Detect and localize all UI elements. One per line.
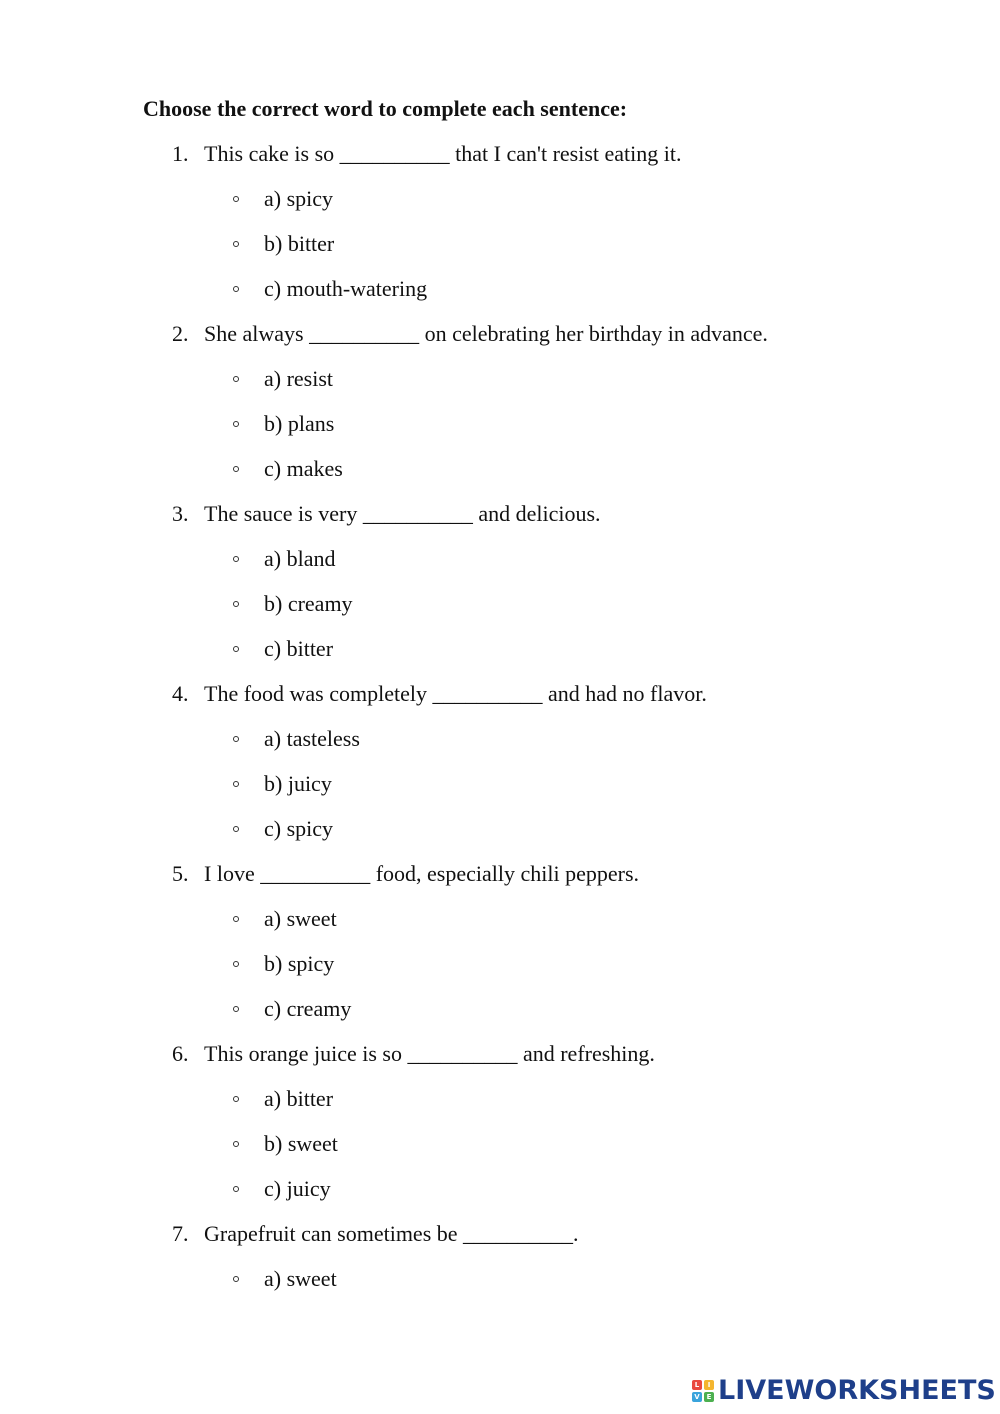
option-text: b) spicy [264,951,335,976]
circle-bullet-icon [233,781,239,787]
answer-option[interactable] [0,274,1000,319]
liveworksheets-logo-icon [692,1380,714,1402]
question-item [0,679,1000,859]
answer-option[interactable] [0,184,1000,229]
question-list [0,139,1000,1309]
option-text: a) bitter [264,1086,334,1111]
option-text: b) sweet [264,1131,338,1156]
option-text: a) bland [264,546,336,571]
circle-bullet-icon [233,466,239,472]
question-line [0,1039,1000,1084]
answer-option[interactable] [0,544,1000,589]
question-item [0,319,1000,499]
circle-bullet-icon [233,286,239,292]
question-item [0,859,1000,1039]
option-list [0,364,1000,499]
option-list [0,1264,1000,1309]
question-line [0,499,1000,544]
answer-option[interactable] [0,409,1000,454]
circle-bullet-icon [233,1186,239,1192]
question-line [0,139,1000,184]
circle-bullet-icon [233,421,239,427]
question-line [0,859,1000,904]
brand-name: LIVEWORKSHEETS [718,1375,996,1406]
option-text: b) creamy [264,591,353,616]
question-number: 6. [172,1041,189,1066]
answer-option[interactable] [0,994,1000,1039]
answer-option[interactable] [0,589,1000,634]
circle-bullet-icon [233,961,239,967]
answer-option[interactable] [0,454,1000,499]
answer-option[interactable] [0,1129,1000,1174]
option-text: a) sweet [264,906,337,931]
option-text: a) spicy [264,186,334,211]
question-number: 7. [172,1221,189,1246]
question-number: 5. [172,861,189,886]
option-text: c) mouth-watering [264,276,428,301]
answer-option[interactable] [0,949,1000,994]
answer-option[interactable] [0,814,1000,859]
question-line [0,679,1000,724]
logo-tile-v: V [692,1392,702,1402]
question-line [0,1219,1000,1264]
question-number: 4. [172,681,189,706]
question-item [0,1039,1000,1219]
question-text: The food was completely __________ and had no flavor. [204,681,707,706]
question-item [0,499,1000,679]
answer-option[interactable] [0,229,1000,274]
answer-option[interactable] [0,1084,1000,1129]
option-text: c) creamy [264,996,352,1021]
option-list [0,1084,1000,1219]
question-text: She always __________ on celebrating her birthday in advance. [204,321,768,346]
option-text: b) plans [264,411,335,436]
option-list [0,904,1000,1039]
option-text: b) juicy [264,771,332,796]
worksheet-title: Choose the correct word to complete each sentence: [143,96,628,121]
circle-bullet-icon [233,1141,239,1147]
question-item [0,1219,1000,1309]
circle-bullet-icon [233,376,239,382]
logo-tile-e: E [704,1392,714,1402]
question-number: 2. [172,321,189,346]
option-text: c) bitter [264,636,334,661]
question-number: 3. [172,501,189,526]
option-text: c) spicy [264,816,334,841]
answer-option[interactable] [0,1264,1000,1309]
liveworksheets-brand [692,1374,996,1408]
answer-option[interactable] [0,634,1000,679]
circle-bullet-icon [233,826,239,832]
circle-bullet-icon [233,1096,239,1102]
answer-option[interactable] [0,364,1000,409]
option-list [0,724,1000,859]
circle-bullet-icon [233,1006,239,1012]
question-text: I love __________ food, especially chili peppers. [204,861,640,886]
answer-option[interactable] [0,769,1000,814]
option-text: a) sweet [264,1266,337,1291]
question-text: The sauce is very __________ and delicious. [204,501,601,526]
question-text: This orange juice is so __________ and refreshing. [204,1041,655,1066]
option-list [0,184,1000,319]
option-text: b) bitter [264,231,335,256]
circle-bullet-icon [233,736,239,742]
option-list [0,544,1000,679]
option-text: a) resist [264,366,334,391]
option-text: c) juicy [264,1176,331,1201]
logo-tile-i: I [704,1380,714,1390]
question-text: Grapefruit can sometimes be __________. [204,1221,579,1246]
option-text: c) makes [264,456,343,481]
answer-option[interactable] [0,724,1000,769]
circle-bullet-icon [233,241,239,247]
circle-bullet-icon [233,1276,239,1282]
circle-bullet-icon [233,196,239,202]
answer-option[interactable] [0,904,1000,949]
question-text: This cake is so __________ that I can't resist eating it. [204,141,682,166]
circle-bullet-icon [233,601,239,607]
circle-bullet-icon [233,646,239,652]
question-number: 1. [172,141,189,166]
circle-bullet-icon [233,916,239,922]
question-line [0,319,1000,364]
circle-bullet-icon [233,556,239,562]
logo-tile-l: L [692,1380,702,1390]
option-text: a) tasteless [264,726,360,751]
answer-option[interactable] [0,1174,1000,1219]
question-item [0,139,1000,319]
